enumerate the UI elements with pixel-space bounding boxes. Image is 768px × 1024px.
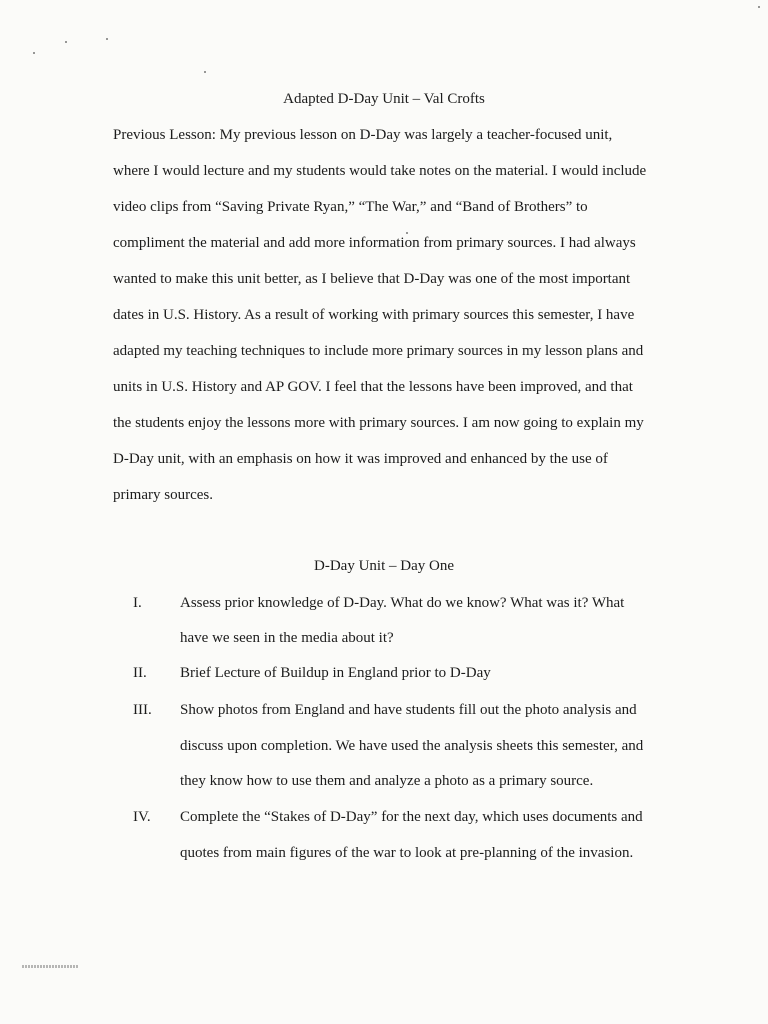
paragraph-line: compliment the material and add more information from primary sources. I had always bbox=[113, 235, 636, 251]
scan-speck bbox=[106, 38, 108, 40]
document-title: Adapted D-Day Unit – Val Crofts bbox=[283, 91, 485, 107]
scan-speck bbox=[33, 52, 35, 54]
list-item-line: quotes from main figures of the war to look at pre-planning of the invasion. bbox=[180, 845, 634, 861]
scan-footer-mark bbox=[22, 965, 78, 968]
paragraph-line: units in U.S. History and AP GOV. I feel that the lessons have been improved, and that bbox=[113, 379, 633, 395]
paragraph-line: adapted my teaching techniques to include more primary sources in my lesson plans and bbox=[113, 343, 644, 359]
list-item-line: Assess prior knowledge of D-Day. What do we know? What was it? What bbox=[180, 595, 625, 611]
paragraph-line: D-Day unit, with an emphasis on how it was improved and enhanced by the use of bbox=[113, 451, 608, 467]
paragraph-line: primary sources. bbox=[113, 487, 213, 503]
list-item-line: have we seen in the media about it? bbox=[180, 630, 394, 646]
list-item-line: Show photos from England and have students fill out the photo analysis and bbox=[180, 702, 637, 718]
list-item-line: Complete the “Stakes of D-Day” for the next day, which uses documents and bbox=[180, 809, 643, 825]
list-item-number: IV. bbox=[133, 809, 151, 825]
section-title: D-Day Unit – Day One bbox=[314, 558, 454, 574]
paragraph-line: wanted to make this unit better, as I believe that D-Day was one of the most important bbox=[113, 271, 631, 287]
scan-speck bbox=[65, 41, 67, 43]
list-item-line: they know how to use them and analyze a photo as a primary source. bbox=[180, 773, 594, 789]
list-item-number: II. bbox=[133, 665, 147, 681]
paragraph-line: dates in U.S. History. As a result of working with primary sources this semester, I have bbox=[113, 307, 635, 323]
paragraph-line: the students enjoy the lessons more with primary sources. I am now going to explain my bbox=[113, 415, 644, 431]
list-item-line: discuss upon completion. We have used the analysis sheets this semester, and bbox=[180, 738, 644, 754]
paragraph-line: video clips from “Saving Private Ryan,” “The War,” and “Band of Brothers” to bbox=[113, 199, 588, 215]
list-item-number: III. bbox=[133, 702, 152, 718]
paragraph-line: Previous Lesson: My previous lesson on D-Day was largely a teacher-focused unit, bbox=[113, 127, 613, 143]
list-item-number: I. bbox=[133, 595, 142, 611]
scan-speck bbox=[758, 6, 760, 8]
paragraph-line: where I would lecture and my students would take notes on the material. I would include bbox=[113, 163, 647, 179]
scan-speck bbox=[204, 71, 206, 73]
list-item-line: Brief Lecture of Buildup in England prior to D-Day bbox=[180, 665, 491, 681]
